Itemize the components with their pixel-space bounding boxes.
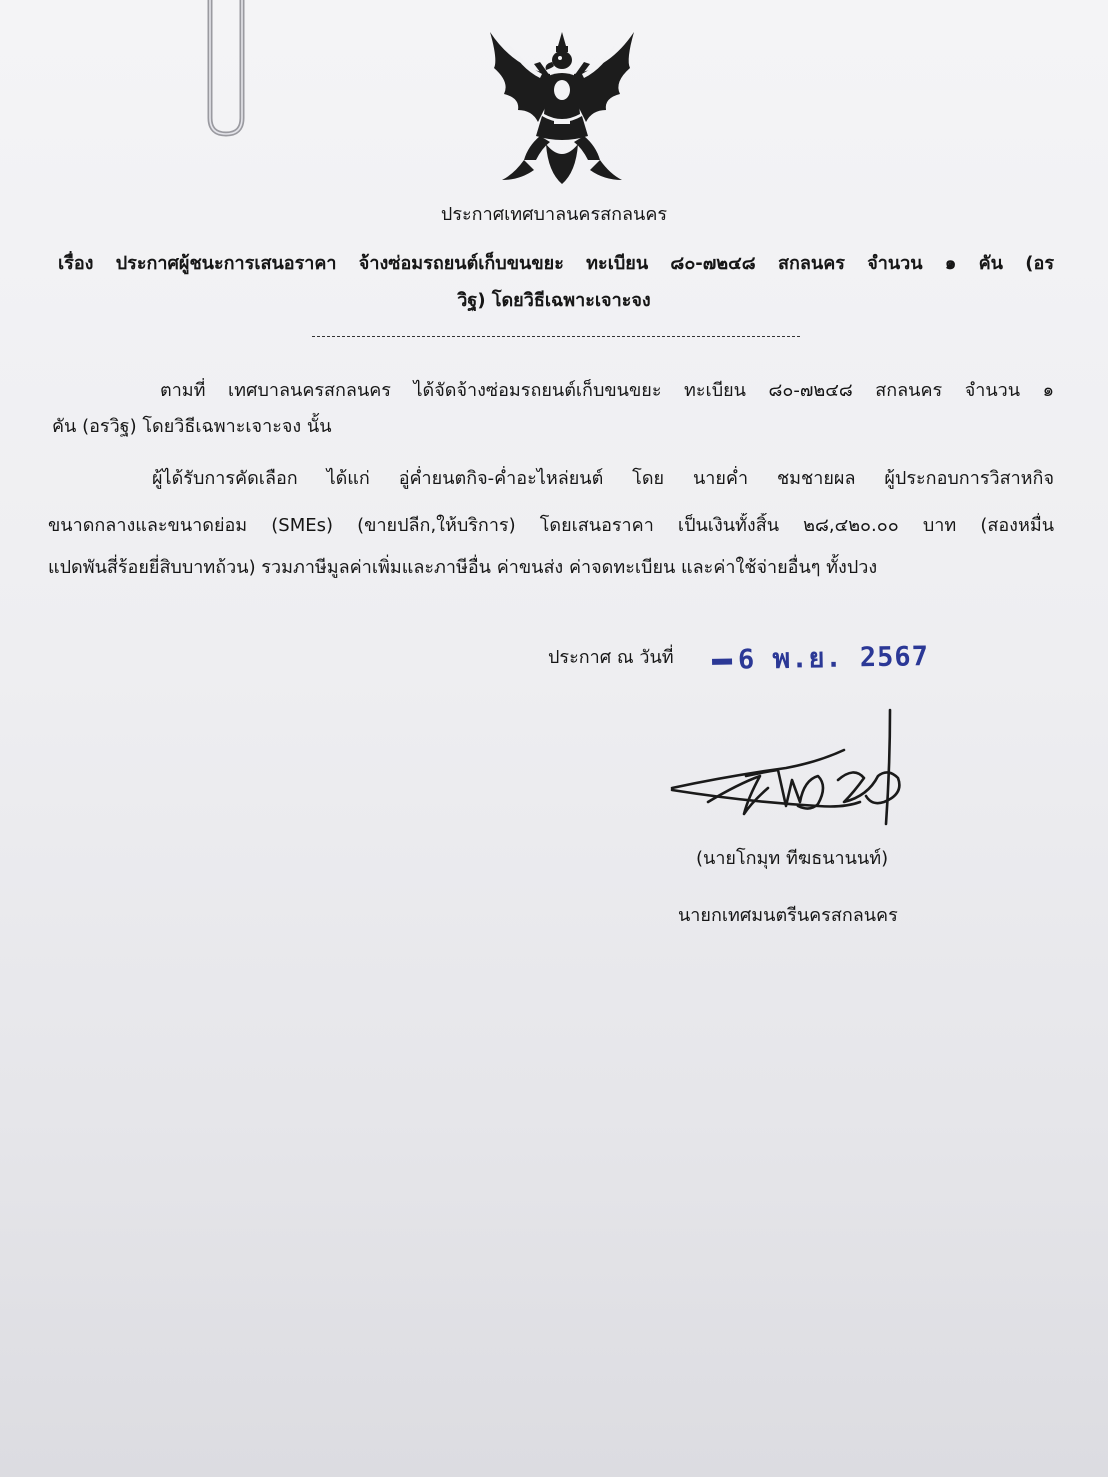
stamp-dash-icon (712, 658, 732, 664)
date-stamp (712, 634, 930, 681)
paragraph-1-line-2: คัน (อรวิฐ) โดยวิธีเฉพาะเจาะจง นั้น (52, 416, 332, 437)
signatory-name: (นายโกมุท ทีฆธนานนท์) (696, 848, 889, 869)
org-title: ประกาศเทศบาลนครสกลนคร (440, 204, 668, 225)
garuda-emblem-icon (484, 24, 640, 188)
announce-label: ประกาศ ณ วันที่ (548, 647, 674, 668)
paragraph-2-line-2: ขนาดกลางและขนาดย่อม (SMEs) (ขายปลีก,ให้บริการ) โดยเสนอราคา เป็นเงินทั้งสิ้น ๒๘,๔๒๐.๐๐ บาท (สองหมื่น (48, 515, 1054, 536)
subject-line-1: เรื่อง ประกาศผู้ชนะการเสนอราคา จ้างซ่อมรถยนต์เก็บขนขยะ ทะเบียน ๘๐-๗๒๔๘ สกลนคร จำนวน ๑ คัน (อร (58, 253, 1054, 274)
paragraph-1-line-1: ตามที่ เทศบาลนครสกลนคร ได้จัดจ้างซ่อมรถยนต์เก็บขนขยะ ทะเบียน ๘๐-๗๒๔๘ สกลนคร จำนวน ๑ (160, 380, 1054, 401)
subject-line-2: วิฐ) โดยวิธีเฉพาะเจาะจง (457, 290, 651, 311)
divider-line (312, 336, 800, 337)
handwritten-signature-icon (668, 706, 918, 828)
paperclip-icon (196, 0, 256, 140)
stamp-date: 6 พ.ย. 2567 (737, 641, 930, 676)
paragraph-2-line-1: ผู้ได้รับการคัดเลือก ได้แก่ อู่ค่ำยนตกิจ-ค่ำอะไหล่ยนต์ โดย นายค่ำ ชมชายผล ผู้ประกอบการวิสาหกิจ (152, 468, 1054, 489)
paragraph-2-line-3: แปดพันสี่ร้อยยี่สิบบาทถ้วน) รวมภาษีมูลค่าเพิ่มและภาษีอื่น ค่าขนส่ง ค่าจดทะเบียน และค่าใช้จ่ายอื่นๆ ทั้งปวง (48, 557, 878, 578)
signatory-position: นายกเทศมนตรีนครสกลนคร (678, 905, 898, 926)
